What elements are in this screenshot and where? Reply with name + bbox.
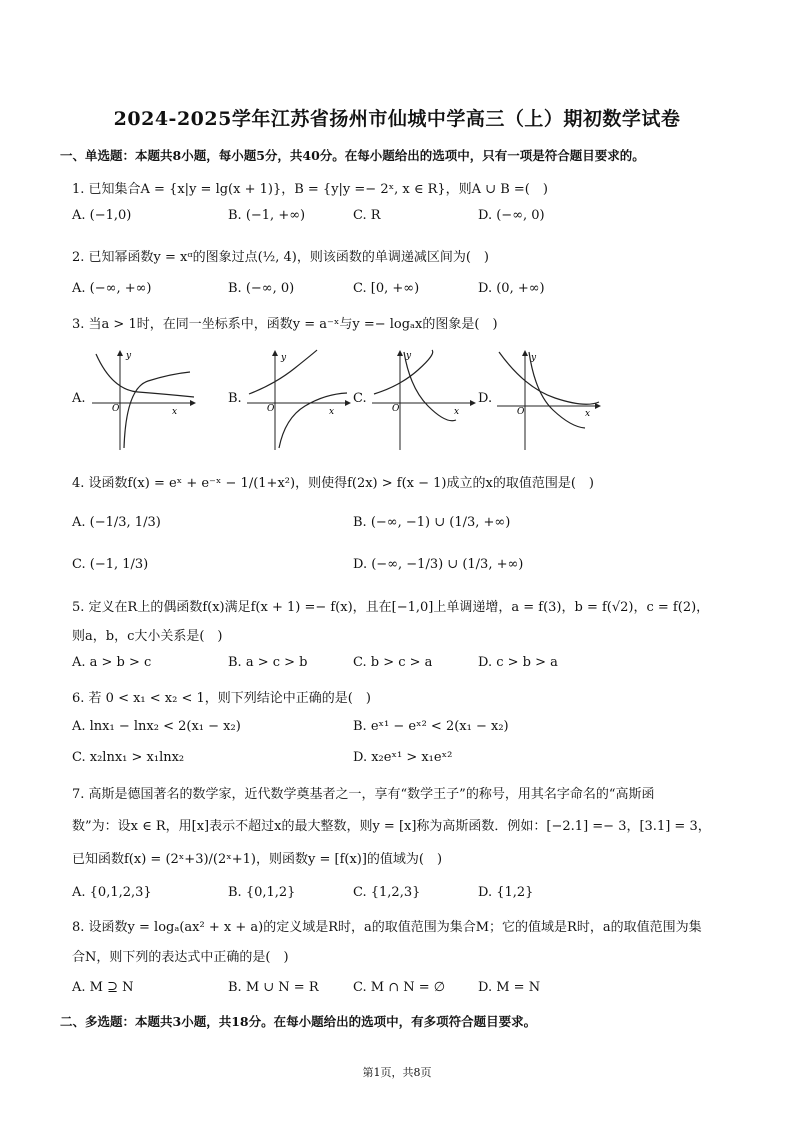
q7-stem-line3: 已知函数f(x) = (2ˣ+3)/(2ˣ+1)，则函数y = [f(x)]的值域为( ) xyxy=(72,852,443,867)
q3-stem: 3. 当a > 1时，在同一坐标系中，函数y = a⁻ˣ与y =− logₐx的图象是( ) xyxy=(72,317,498,332)
q7-option-c: C. {1,2,3} xyxy=(353,885,421,900)
q6-option-a: A. lnx₁ − lnx₂ < 2(x₁ − x₂) xyxy=(72,719,241,734)
page-footer: 第1页，共8页 xyxy=(362,1066,432,1079)
q4-stem: 4. 设函数f(x) = eˣ + e⁻ˣ − 1/(1+x²)，则使得f(2x) > f(x − 1)成立的x的取值范围是( ) xyxy=(72,476,594,491)
q5-option-b: B. a > c > b xyxy=(228,655,308,670)
q6-option-c: C. x₂lnx₁ > x₁lnx₂ xyxy=(72,750,185,765)
q8-option-b: B. M ∪ N = R xyxy=(228,980,319,995)
q5-option-a: A. a > b > c xyxy=(72,655,152,670)
q1-stem: 1. 已知集合A = {x|y = lg(x + 1)}，B = {y|y =− 2ˣ, x ∈ R}，则A ∪ B =( ) xyxy=(72,182,548,197)
q5-stem-line1: 5. 定义在R上的偶函数f(x)满足f(x + 1) =− f(x)，且在[−1,0]上单调递增，a = f(3)，b = f(√2)，c = f(2)， xyxy=(72,600,710,615)
svg-text:y: y xyxy=(126,351,132,361)
q3-option-a: A. xyxy=(72,391,86,406)
q7-option-d: D. {1,2} xyxy=(478,885,534,900)
q4-option-b: B. (−∞, −1) ∪ (1/3, +∞) xyxy=(353,515,511,530)
svg-text:x: x xyxy=(454,407,460,417)
svg-text:O: O xyxy=(392,404,400,414)
svg-text:x: x xyxy=(585,409,591,419)
q3-option-b: B. xyxy=(228,391,242,406)
svg-text:O: O xyxy=(267,404,275,414)
svg-text:x: x xyxy=(329,407,335,417)
q4-option-d: D. (−∞, −1/3) ∪ (1/3, +∞) xyxy=(353,557,524,572)
q1-option-b: B. (−1, +∞) xyxy=(228,208,306,223)
q7-stem-line1: 7. 高斯是德国著名的数学家，近代数学奠基者之一，享有“数学王子”的称号，用其名字命名的“高斯函 xyxy=(72,787,655,802)
q5-option-c: C. b > c > a xyxy=(353,655,433,670)
q5-option-d: D. c > b > a xyxy=(478,655,558,670)
q7-option-a: A. {0,1,2,3} xyxy=(72,885,152,900)
q1-option-c: C. R xyxy=(353,208,381,223)
q3-graph-c xyxy=(370,348,480,453)
q3-option-d: D. xyxy=(478,391,493,406)
q2-option-a: A. (−∞, +∞) xyxy=(72,281,152,296)
q3-graph-a xyxy=(90,348,200,453)
q3-graph-d xyxy=(495,348,605,453)
q7-stem-line2: 数”为：设x ∈ R，用[x]表示不超过x的最大整数，则y = [x]称为高斯函数．例如：[−2.1] =− 3，[3.1] = 3， xyxy=(72,819,711,834)
section-single-choice: 一、单选题：本题共8小题，每小题5分，共40分。在每小题给出的选项中，只有一项是符合题目要求的。 xyxy=(60,148,645,163)
q3-option-c: C. xyxy=(353,391,367,406)
q4-option-a: A. (−1/3, 1/3) xyxy=(72,515,161,530)
q8-option-d: D. M = N xyxy=(478,980,541,995)
q5-stem-line2: 则a，b，c大小关系是( ) xyxy=(72,629,223,644)
svg-text:x: x xyxy=(172,407,178,417)
q6-option-b: B. eˣ¹ − eˣ² < 2(x₁ − x₂) xyxy=(353,719,509,734)
svg-text:O: O xyxy=(112,404,120,414)
q6-option-d: D. x₂eˣ¹ > x₁eˣ² xyxy=(353,750,453,765)
q2-option-c: C. [0, +∞) xyxy=(353,281,420,296)
q1-option-d: D. (−∞, 0) xyxy=(478,208,545,223)
section-multiple-choice: 二、多选题：本题共3小题，共18分。在每小题给出的选项中，有多项符合题目要求。 xyxy=(60,1014,537,1029)
q4-option-c: C. (−1, 1/3) xyxy=(72,557,149,572)
svg-text:y: y xyxy=(531,353,537,363)
exam-title: 2024-2025学年江苏省扬州市仙城中学高三（上）期初数学试卷 xyxy=(113,108,681,130)
q2-option-b: B. (−∞, 0) xyxy=(228,281,295,296)
q6-stem: 6. 若 0 < x₁ < x₂ < 1，则下列结论中正确的是( ) xyxy=(72,691,371,706)
q8-stem-line1: 8. 设函数y = logₐ(ax² + x + a)的定义域是R时，a的取值范围为集合M；它的值域是R时，a的取值范围为集 xyxy=(72,920,702,935)
q2-stem: 2. 已知幂函数y = xᵅ的图象过点(½, 4)，则该函数的单调递减区间为( ) xyxy=(72,250,489,265)
q2-option-d: D. (0, +∞) xyxy=(478,281,545,296)
q3-graph-b xyxy=(245,348,355,453)
q1-option-a: A. (−1,0) xyxy=(72,208,132,223)
q8-option-c: C. M ∩ N = ∅ xyxy=(353,980,446,995)
svg-text:O: O xyxy=(517,407,525,417)
q8-stem-line2: 合N，则下列的表达式中正确的是( ) xyxy=(72,950,289,965)
q7-option-b: B. {0,1,2} xyxy=(228,885,296,900)
q8-option-a: A. M ⊇ N xyxy=(72,980,134,995)
svg-text:y: y xyxy=(406,351,412,361)
svg-text:y: y xyxy=(281,353,287,363)
